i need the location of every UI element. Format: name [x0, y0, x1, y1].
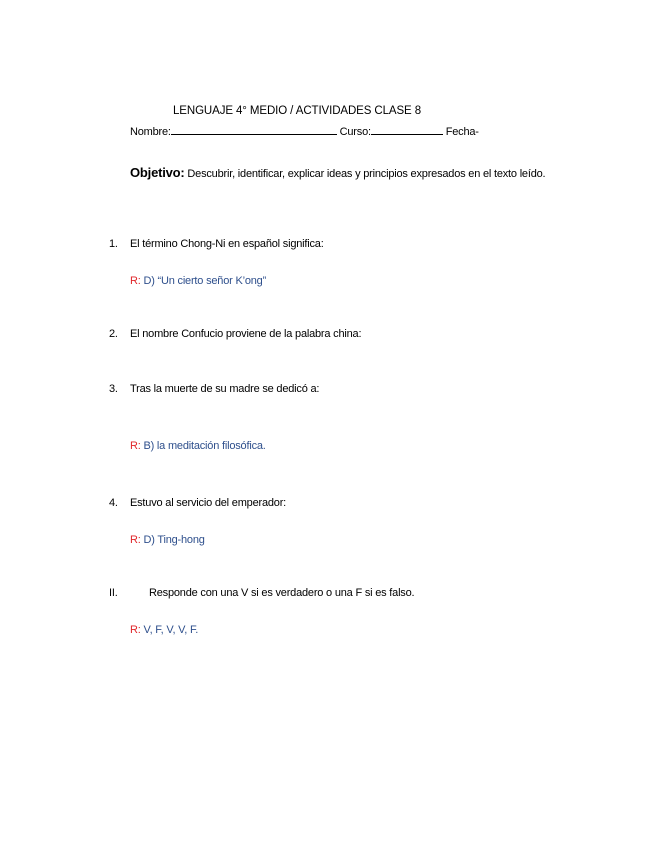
answer-prefix: R: [130, 440, 141, 452]
answer-text: V, F, V, V, F. [143, 624, 199, 636]
section-number: II. [109, 587, 118, 599]
question-number: 3. [109, 383, 118, 395]
document-title: LENGUAJE 4° MEDIO / ACTIVIDADES CLASE 8 [173, 105, 422, 117]
question-text: Tras la muerte de su madre se dedicó a: [130, 383, 320, 395]
question-number: 2. [109, 328, 118, 340]
answer-3 [130, 440, 266, 452]
name-label: Nombre: [130, 126, 171, 138]
student-info-line [130, 124, 479, 138]
question-text: El término Chong-Ni en español significa: [130, 238, 324, 250]
answer-prefix: R: [130, 534, 141, 546]
answer-1 [130, 275, 266, 287]
objective-label: Objetivo: [130, 165, 185, 180]
answer-4 [130, 534, 205, 546]
course-label: Curso: [339, 126, 371, 138]
answer-prefix: R: [130, 275, 141, 287]
date-label: Fecha- [445, 126, 479, 138]
answer-text: D) Ting-hong [143, 534, 205, 546]
answer-ii [130, 624, 198, 636]
section-text: Responde con una V si es verdadero o una F si es falso. [149, 587, 415, 599]
objective-text: Descubrir, identificar, explicar ideas y principios expresados en el texto leído. [187, 168, 546, 180]
answer-text: D) “Un cierto señor K’ong” [143, 275, 267, 287]
course-blank[interactable] [371, 124, 443, 135]
name-blank[interactable] [171, 124, 337, 135]
answer-text: B) la meditación filosófica. [143, 440, 266, 452]
objective-paragraph [130, 163, 570, 184]
question-number: 4. [109, 497, 118, 509]
answer-prefix: R: [130, 624, 141, 636]
question-number: 1. [109, 238, 118, 250]
question-text: Estuvo al servicio del emperador: [130, 497, 287, 509]
question-text: El nombre Confucio proviene de la palabra china: [130, 328, 362, 340]
